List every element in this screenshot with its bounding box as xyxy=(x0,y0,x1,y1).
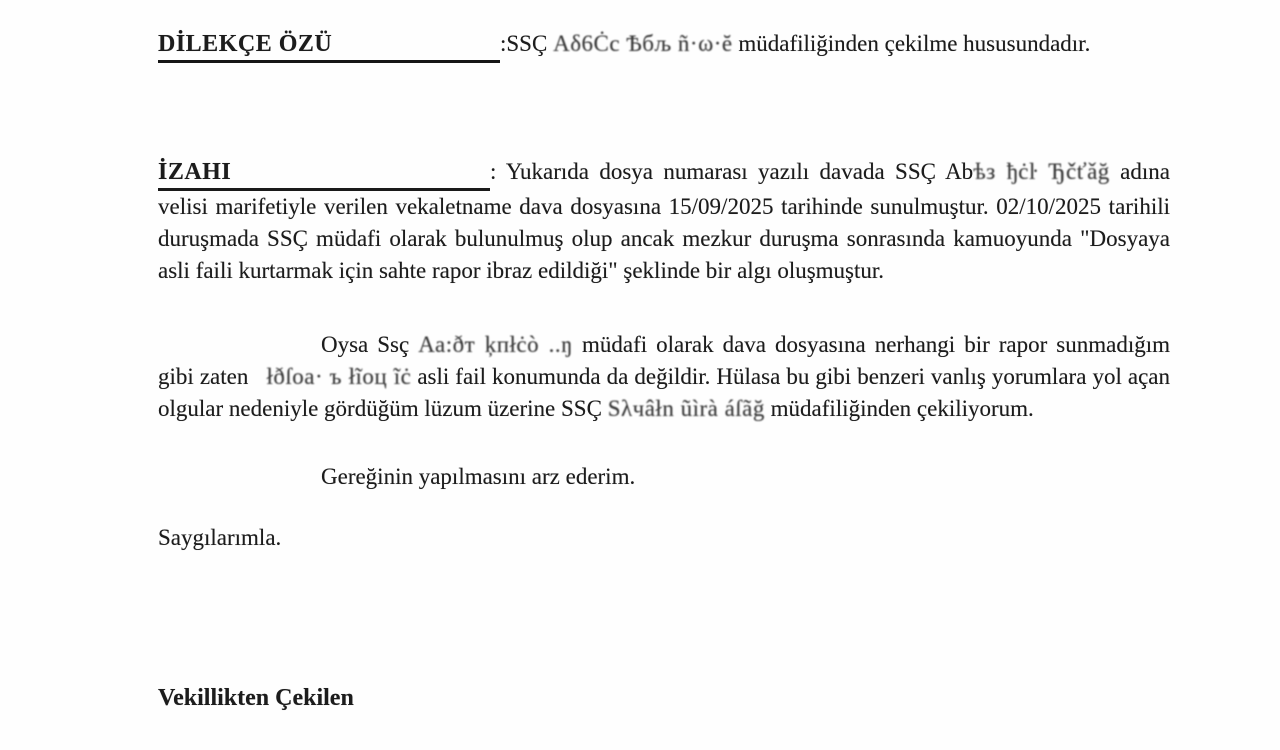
body-text-segment: Oysa Ssç xyxy=(321,332,419,357)
redacted-defendant-name: Ѕλчâłn ũìrà áſãğ xyxy=(607,396,765,421)
closing-request-line: Gereğinin yapılmasını arz ederim. xyxy=(321,464,636,489)
signature-title: Vekillikten Çekilen xyxy=(158,685,354,711)
izahi-label: İZAHI xyxy=(158,156,490,191)
redacted-defendant-name: Aδ6Ċc Ѣбљ ñ·ω·ĕ xyxy=(553,31,733,56)
body-text-segment: asli fail konumunda da değildir. Hülasa bu gibi benzeri vanlış yorumlara yol açan olgular nedeniyle gördüğüm lüzum üzerine SSÇ xyxy=(158,364,1170,421)
summary-line xyxy=(158,28,1170,63)
body-text-segment: müdafi olarak dava dosyasına nerhangi bir rapor sunmadığım gibi zaten xyxy=(158,332,1170,389)
redacted-name: łðſоа· ъ łĩоц ĩċ xyxy=(266,364,412,389)
second-paragraph xyxy=(158,329,1170,425)
summary-text-segment: müdafiliğinden çekilme hususundadır. xyxy=(732,31,1091,56)
izahi-paragraph xyxy=(158,156,1170,287)
summary-text-segment: :SSÇ xyxy=(500,31,554,56)
redacted-defendant-name: ѣз ђċŀ Ђčťǎğ xyxy=(973,159,1110,184)
izahi-text-segment: : Yukarıda dosya numarası yazılı davada SSÇ Ab xyxy=(490,159,974,184)
body-text-segment: müdafiliğinden çekiliyorum. xyxy=(764,396,1034,421)
salutation-line: Saygılarımla. xyxy=(158,525,282,550)
redacted-defendant-name: Аа:ðт ķпłċò ..ŋ xyxy=(418,332,573,357)
summary-label: DİLEKÇE ÖZÜ xyxy=(158,28,500,63)
izahi-text-segment: adına velisi marifetiyle verilen vekaletname dava dosyasına 15/09/2025 tarihinde sunulmuştur. 02/10/2025 tarihili duruşmada SSÇ müdafi olarak bulunulmuş olup ancak mezkur duruşma sonrasında kamuoyunda "Dosyaya asli faili kurtarmak için sahte rapor ibraz edildiği" şeklinde bir algı oluşmuştur. xyxy=(158,159,1170,283)
